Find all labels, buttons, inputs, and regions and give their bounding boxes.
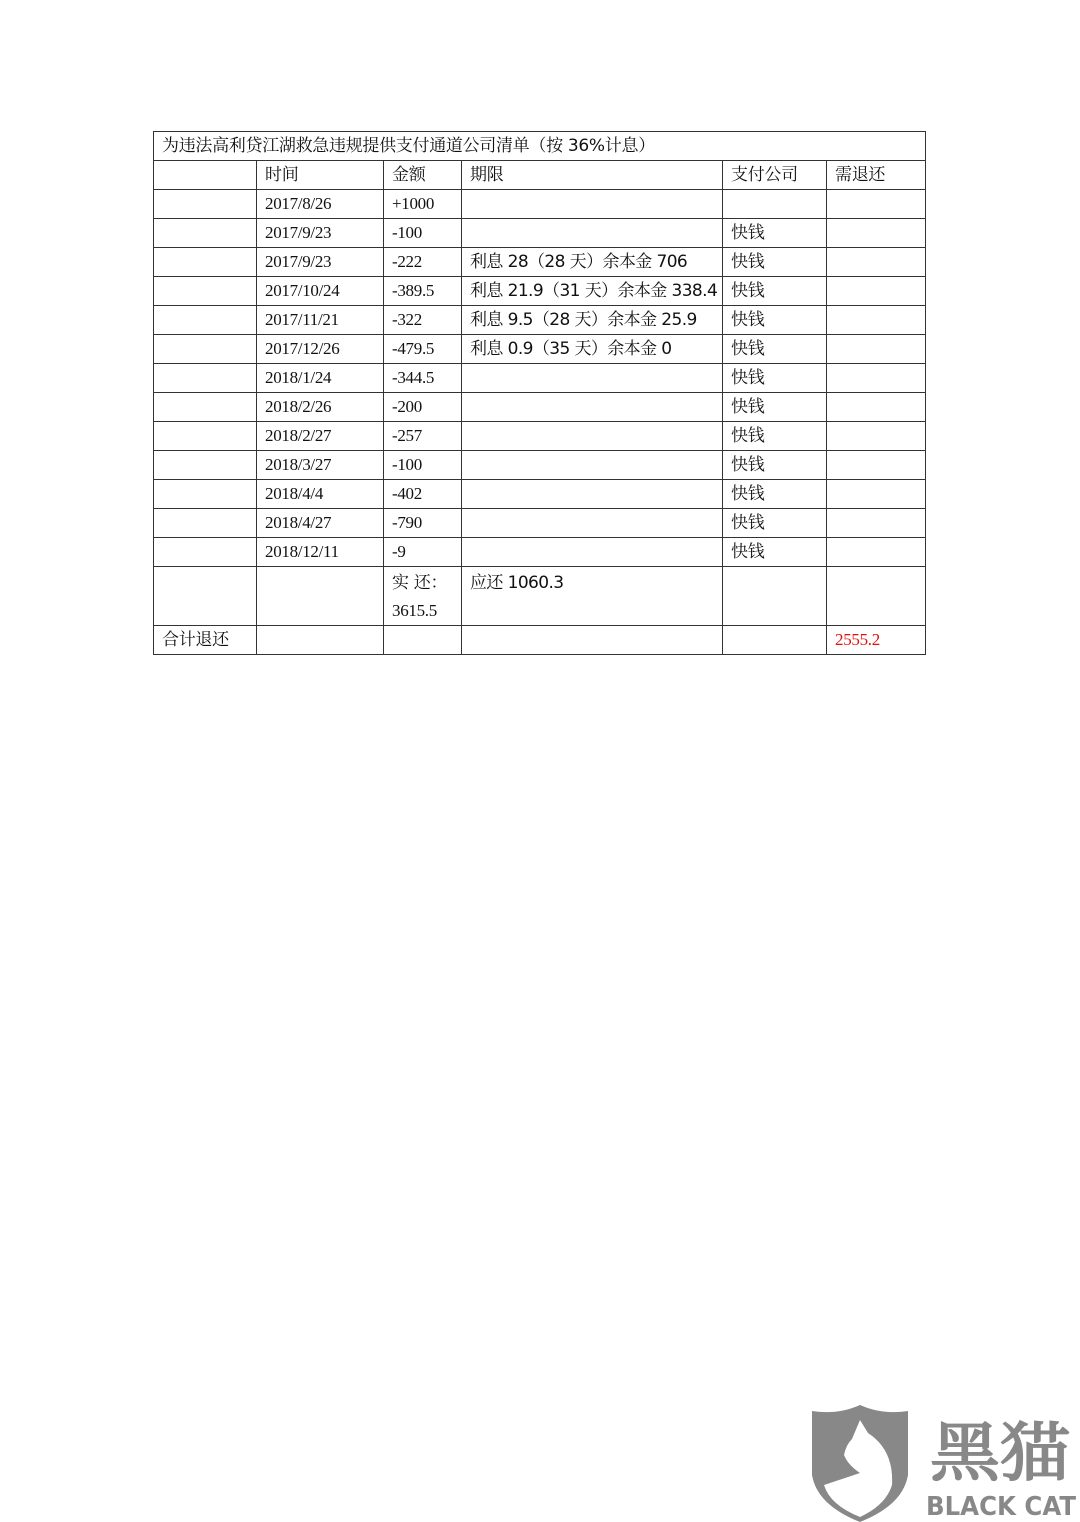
refund-cell bbox=[827, 219, 926, 248]
date-cell: 2018/2/26 bbox=[257, 393, 384, 422]
header-term: 期限 bbox=[462, 161, 723, 190]
actual-repaid-value: 3615.5 bbox=[392, 601, 437, 620]
term-cell: 利息 0.9（35 天）余本金 0 bbox=[462, 335, 723, 364]
term-cell bbox=[462, 422, 723, 451]
amount-cell: -790 bbox=[384, 509, 462, 538]
term-cell: 利息 9.5（28 天）余本金 25.9 bbox=[462, 306, 723, 335]
row-blank-cell bbox=[154, 306, 257, 335]
amount-cell: -389.5 bbox=[384, 277, 462, 306]
date-cell: 2018/2/27 bbox=[257, 422, 384, 451]
total-row bbox=[154, 626, 926, 655]
total-empty-cell bbox=[384, 626, 462, 655]
date-cell: 2017/8/26 bbox=[257, 190, 384, 219]
company-cell: 快钱 bbox=[723, 219, 827, 248]
company-cell: 快钱 bbox=[723, 393, 827, 422]
date-cell: 2017/11/21 bbox=[257, 306, 384, 335]
table-row bbox=[154, 190, 926, 219]
term-cell bbox=[462, 364, 723, 393]
table-row bbox=[154, 480, 926, 509]
svg-text:黑猫: 黑猫 bbox=[930, 1417, 1070, 1491]
row-blank-cell bbox=[154, 248, 257, 277]
row-blank-cell bbox=[154, 277, 257, 306]
date-cell: 2017/9/23 bbox=[257, 219, 384, 248]
amount-cell: -200 bbox=[384, 393, 462, 422]
row-blank-cell bbox=[154, 393, 257, 422]
table-title-row bbox=[154, 132, 926, 161]
refund-cell bbox=[827, 538, 926, 567]
amount-cell: -9 bbox=[384, 538, 462, 567]
term-cell: 利息 21.9（31 天）余本金 338.4 bbox=[462, 277, 723, 306]
refund-table bbox=[153, 131, 926, 655]
amount-cell: -479.5 bbox=[384, 335, 462, 364]
term-cell bbox=[462, 509, 723, 538]
black-cat-watermark bbox=[808, 1405, 1080, 1522]
header-company: 支付公司 bbox=[723, 161, 827, 190]
amount-cell: -100 bbox=[384, 451, 462, 480]
refund-cell bbox=[827, 480, 926, 509]
table-header-row bbox=[154, 161, 926, 190]
term-cell bbox=[462, 393, 723, 422]
refund-cell bbox=[827, 335, 926, 364]
header-amount: 金额 bbox=[384, 161, 462, 190]
total-empty-cell bbox=[462, 626, 723, 655]
actual-repaid-label: 实 还： bbox=[392, 573, 448, 593]
row-blank-cell bbox=[154, 480, 257, 509]
summary-blank-cell bbox=[154, 567, 257, 626]
term-cell bbox=[462, 480, 723, 509]
term-cell bbox=[462, 219, 723, 248]
date-cell: 2017/9/23 bbox=[257, 248, 384, 277]
term-cell: 利息 28（28 天）余本金 706 bbox=[462, 248, 723, 277]
due-cell: 应还 1060.3 bbox=[462, 567, 723, 626]
term-cell bbox=[462, 451, 723, 480]
table-row bbox=[154, 451, 926, 480]
company-cell: 快钱 bbox=[723, 451, 827, 480]
company-cell: 快钱 bbox=[723, 248, 827, 277]
row-blank-cell bbox=[154, 538, 257, 567]
date-cell: 2018/1/24 bbox=[257, 364, 384, 393]
total-value: 2555.2 bbox=[827, 626, 926, 655]
summary-row bbox=[154, 567, 926, 626]
refund-cell bbox=[827, 277, 926, 306]
refund-cell bbox=[827, 451, 926, 480]
company-cell: 快钱 bbox=[723, 538, 827, 567]
total-empty-cell bbox=[257, 626, 384, 655]
table-row bbox=[154, 364, 926, 393]
row-blank-cell bbox=[154, 509, 257, 538]
total-empty-cell bbox=[723, 626, 827, 655]
date-cell: 2018/3/27 bbox=[257, 451, 384, 480]
table-row bbox=[154, 422, 926, 451]
date-cell: 2018/4/4 bbox=[257, 480, 384, 509]
row-blank-cell bbox=[154, 364, 257, 393]
company-cell: 快钱 bbox=[723, 422, 827, 451]
table-title: 为违法高利贷江湖救急违规提供支付通道公司清单（按 36%计息） bbox=[154, 132, 926, 161]
company-cell: 快钱 bbox=[723, 335, 827, 364]
date-cell: 2017/10/24 bbox=[257, 277, 384, 306]
refund-cell bbox=[827, 509, 926, 538]
company-cell: 快钱 bbox=[723, 306, 827, 335]
table-row bbox=[154, 219, 926, 248]
table-row bbox=[154, 393, 926, 422]
header-date: 时间 bbox=[257, 161, 384, 190]
summary-date-cell bbox=[257, 567, 384, 626]
table-row bbox=[154, 509, 926, 538]
company-cell: 快钱 bbox=[723, 277, 827, 306]
term-cell bbox=[462, 538, 723, 567]
summary-refund-cell bbox=[827, 567, 926, 626]
amount-cell: +1000 bbox=[384, 190, 462, 219]
table-row bbox=[154, 306, 926, 335]
refund-cell bbox=[827, 306, 926, 335]
refund-cell bbox=[827, 393, 926, 422]
date-cell: 2018/12/11 bbox=[257, 538, 384, 567]
amount-cell: -344.5 bbox=[384, 364, 462, 393]
row-blank-cell bbox=[154, 190, 257, 219]
total-label: 合计退还 bbox=[154, 626, 257, 655]
row-blank-cell bbox=[154, 335, 257, 364]
company-cell: 快钱 bbox=[723, 364, 827, 393]
table-row bbox=[154, 248, 926, 277]
table-row bbox=[154, 538, 926, 567]
table-row bbox=[154, 335, 926, 364]
date-cell: 2017/12/26 bbox=[257, 335, 384, 364]
row-blank-cell bbox=[154, 422, 257, 451]
refund-cell bbox=[827, 364, 926, 393]
amount-cell: -402 bbox=[384, 480, 462, 509]
term-cell bbox=[462, 190, 723, 219]
date-cell: 2018/4/27 bbox=[257, 509, 384, 538]
row-blank-cell bbox=[154, 219, 257, 248]
amount-cell: -222 bbox=[384, 248, 462, 277]
amount-cell: -100 bbox=[384, 219, 462, 248]
refund-cell bbox=[827, 248, 926, 277]
summary-company-cell bbox=[723, 567, 827, 626]
amount-cell: -257 bbox=[384, 422, 462, 451]
row-blank-cell bbox=[154, 451, 257, 480]
refund-cell bbox=[827, 422, 926, 451]
actual-repaid-cell bbox=[384, 567, 462, 626]
refund-cell bbox=[827, 190, 926, 219]
header-blank bbox=[154, 161, 257, 190]
company-cell bbox=[723, 190, 827, 219]
table-row bbox=[154, 277, 926, 306]
company-cell: 快钱 bbox=[723, 480, 827, 509]
svg-text:BLACK CAT: BLACK CAT bbox=[926, 1492, 1077, 1522]
amount-cell: -322 bbox=[384, 306, 462, 335]
header-refund: 需退还 bbox=[827, 161, 926, 190]
company-cell: 快钱 bbox=[723, 509, 827, 538]
